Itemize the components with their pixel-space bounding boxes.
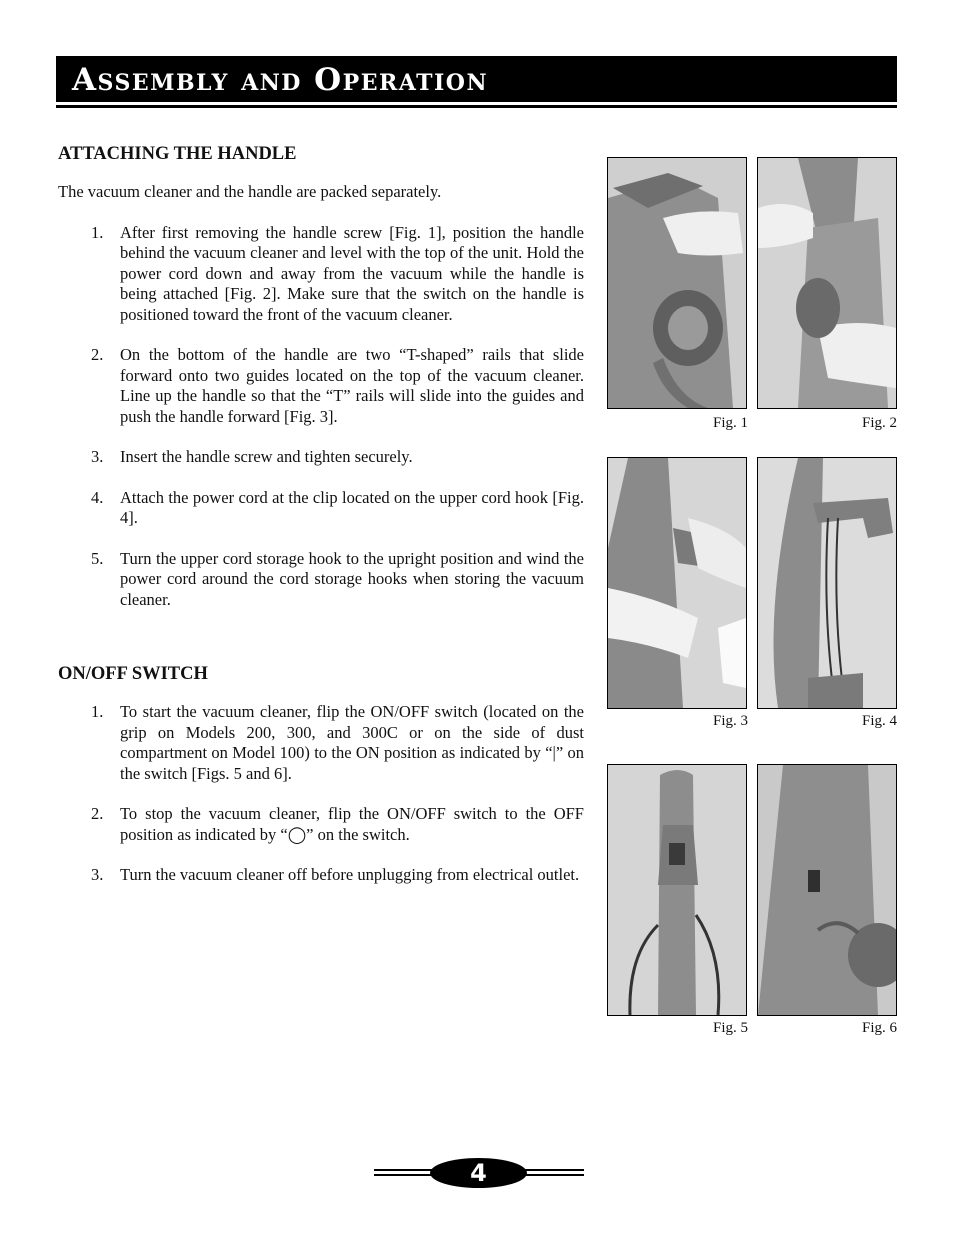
step-text: Insert the handle screw and tighten securely. xyxy=(120,447,413,466)
step-number: 3. xyxy=(91,447,104,466)
step-text: After first removing the handle screw [Fig. 1], position the handle behind the vacuum cleaner and level with the top of the unit. Hold the power cord down and away from the vacuum while the handle is being attached [Fig. 2]. Make sure that the switch on the handle is positioned toward the front of the vacuum cleaner. xyxy=(120,222,584,324)
attaching-steps-list xyxy=(58,223,584,611)
step-number: 1. xyxy=(91,222,104,242)
footer-rule-left xyxy=(374,1169,434,1171)
list-item xyxy=(58,223,584,326)
step-number: 1. xyxy=(91,702,104,721)
step-text: To stop the vacuum cleaner, flip the ON/OFF switch to the OFF position as indicated by “◯” on the switch. xyxy=(120,804,584,844)
figure-1-caption: Fig. 1 xyxy=(712,415,748,431)
step-number: 2. xyxy=(91,804,104,823)
footer-rule-left xyxy=(374,1174,434,1176)
figure-1-photo xyxy=(607,157,747,409)
step-number: 5. xyxy=(91,548,104,568)
figure-6-photo xyxy=(757,764,897,1016)
figure-5-photo xyxy=(607,764,747,1016)
list-item xyxy=(58,865,584,886)
section-heading-on-off-switch: ON/OFF SWITCH xyxy=(58,664,208,684)
step-text: Turn the vacuum cleaner off before unplugging from electrical outlet. xyxy=(120,865,580,884)
list-item xyxy=(58,345,584,427)
footer-rule-right xyxy=(524,1169,584,1171)
instructions-column xyxy=(58,140,584,886)
switch-steps-list xyxy=(58,702,584,886)
figure-5-caption: Fig. 5 xyxy=(712,1020,748,1036)
list-item xyxy=(58,702,584,784)
figure-3-caption: Fig. 3 xyxy=(712,713,748,729)
figure-2-caption: Fig. 2 xyxy=(861,415,897,431)
figure-3-photo xyxy=(607,457,747,709)
step-text: To start the vacuum cleaner, flip the ON/OFF switch (located on the grip on Models 200, 300, and 300C or on the side of dust compartment on Model 100) to the ON position as indicated by “|” on the switch [Figs. 5 and 6]. xyxy=(120,702,584,783)
section-heading-attaching-handle: ATTACHING THE HANDLE xyxy=(58,144,297,164)
title-bar xyxy=(56,56,897,102)
list-item xyxy=(58,447,584,468)
step-text: Turn the upper cord storage hook to the upright position and wind the power cord around the cord storage hooks when storing the vacuum cleaner. xyxy=(120,548,584,609)
page-number: 4 xyxy=(430,1158,527,1188)
section-intro: The vacuum cleaner and the handle are packed separately. xyxy=(58,182,442,201)
list-item xyxy=(58,488,584,529)
step-number: 3. xyxy=(91,865,104,884)
figure-6-caption: Fig. 6 xyxy=(861,1020,897,1036)
step-number: 2. xyxy=(91,345,104,364)
figure-4-caption: Fig. 4 xyxy=(861,713,897,729)
step-number: 4. xyxy=(91,487,104,507)
footer-rule-right xyxy=(524,1174,584,1176)
step-text: On the bottom of the handle are two “T-shaped” rails that slide forward onto two guides located on the top of the vacuum cleaner. Line up the handle so that the “T” rails will slide into the guides and push the handle forward [Fig. 3]. xyxy=(120,345,584,426)
list-item xyxy=(58,549,584,611)
list-item xyxy=(58,804,584,845)
figure-2-photo xyxy=(757,157,897,409)
figure-4-photo xyxy=(757,457,897,709)
step-text: Attach the power cord at the clip located on the upper cord hook [Fig. 4]. xyxy=(120,487,584,527)
page-number-badge xyxy=(374,1156,586,1190)
title-underline xyxy=(56,105,897,108)
page-title: Assembly and Operation xyxy=(72,62,489,98)
